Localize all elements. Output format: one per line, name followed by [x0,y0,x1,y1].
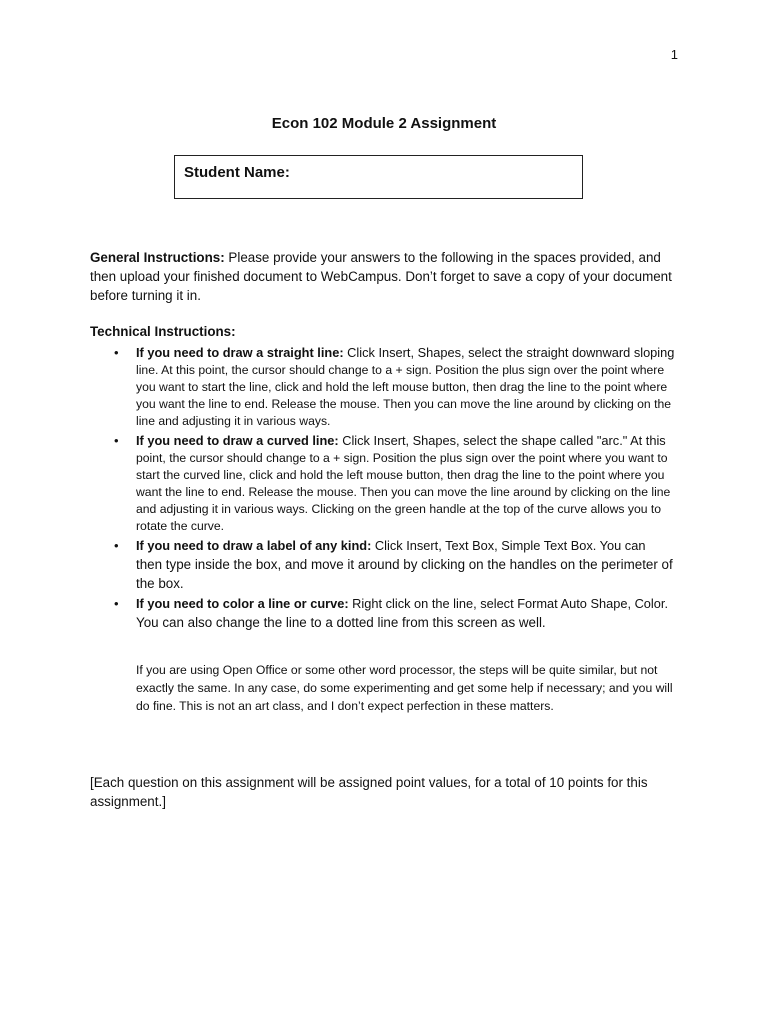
bullet-lead: If you need to draw a straight line: [136,345,344,360]
bullet-icon: • [114,433,119,448]
bullet-text: Right click on the line, select Format Auto Shape, Color. [348,596,668,611]
bullet-icon: • [114,345,119,360]
bullet-icon: • [114,596,119,611]
bullet-continuation: then type inside the box, and move it around by clicking on the handles on the perimeter of the box. [136,557,673,591]
bullet-lead: If you need to draw a label of any kind: [136,538,372,553]
general-instructions-text: Please provide your answers to the following in the spaces provided, and then upload your finished document to WebCampus. Don’t forget to save a copy of your document before turning it in. [90,250,672,303]
list-item [114,594,684,632]
bullet-continuation: You can also change the line to a dotted line from this screen as well. [136,615,546,630]
page-number: 1 [670,47,678,62]
general-instructions [90,248,680,305]
bullet-lead: If you need to draw a curved line: [136,433,339,448]
bullet-continuation: point, the cursor should change to a + sign. Position the plus sign over the point where you want to start the curved line, click and hold the left mouse button, then drag the line to the point where you want the line to end. Release the mouse. Then you can move the line around by clicking on the line and adjusting it in various ways. Clicking on the green handle at the top of the curve allows you to rotate the curve. [136,451,671,533]
student-name-label: Student Name: [184,164,290,181]
list-item [114,536,684,593]
list-item [114,431,684,535]
technical-instructions-heading: Technical Instructions: [90,324,236,339]
list-item [114,343,684,430]
bullet-icon: • [114,538,119,553]
bullet-text: Click Insert, Shapes, select the shape called "arc." At this [338,433,666,448]
bullet-text: Click Insert, Shapes, select the straight downward sloping [343,345,675,360]
student-name-box[interactable] [174,155,583,199]
bullet-continuation: line. At this point, the cursor should change to a + sign. Position the plus sign over the point where you want to start the line, click and hold the left mouse button, then drag the line to the point where you want the line to end. Release the mouse. Then you can move the line around by clicking on the line and adjusting it in various ways. [136,363,672,428]
technical-instructions-list [114,343,684,633]
points-note: [Each question on this assignment will be assigned point values, for a total of 10 points for this assignment.] [90,775,648,809]
word-processor-note: If you are using Open Office or some other word processor, the steps will be quite similar, but not exactly the same. In any case, do some experimenting and get some help if necessary; and you will do fine. This is not an art class, and I don’t expect perfection in these matters. [136,663,673,713]
general-instructions-label: General Instructions: [90,250,225,265]
bullet-text: Click Insert, Text Box, Simple Text Box. You can [371,538,646,553]
bullet-lead: If you need to color a line or curve: [136,596,349,611]
document-title: Econ 102 Module 2 Assignment [271,115,497,132]
